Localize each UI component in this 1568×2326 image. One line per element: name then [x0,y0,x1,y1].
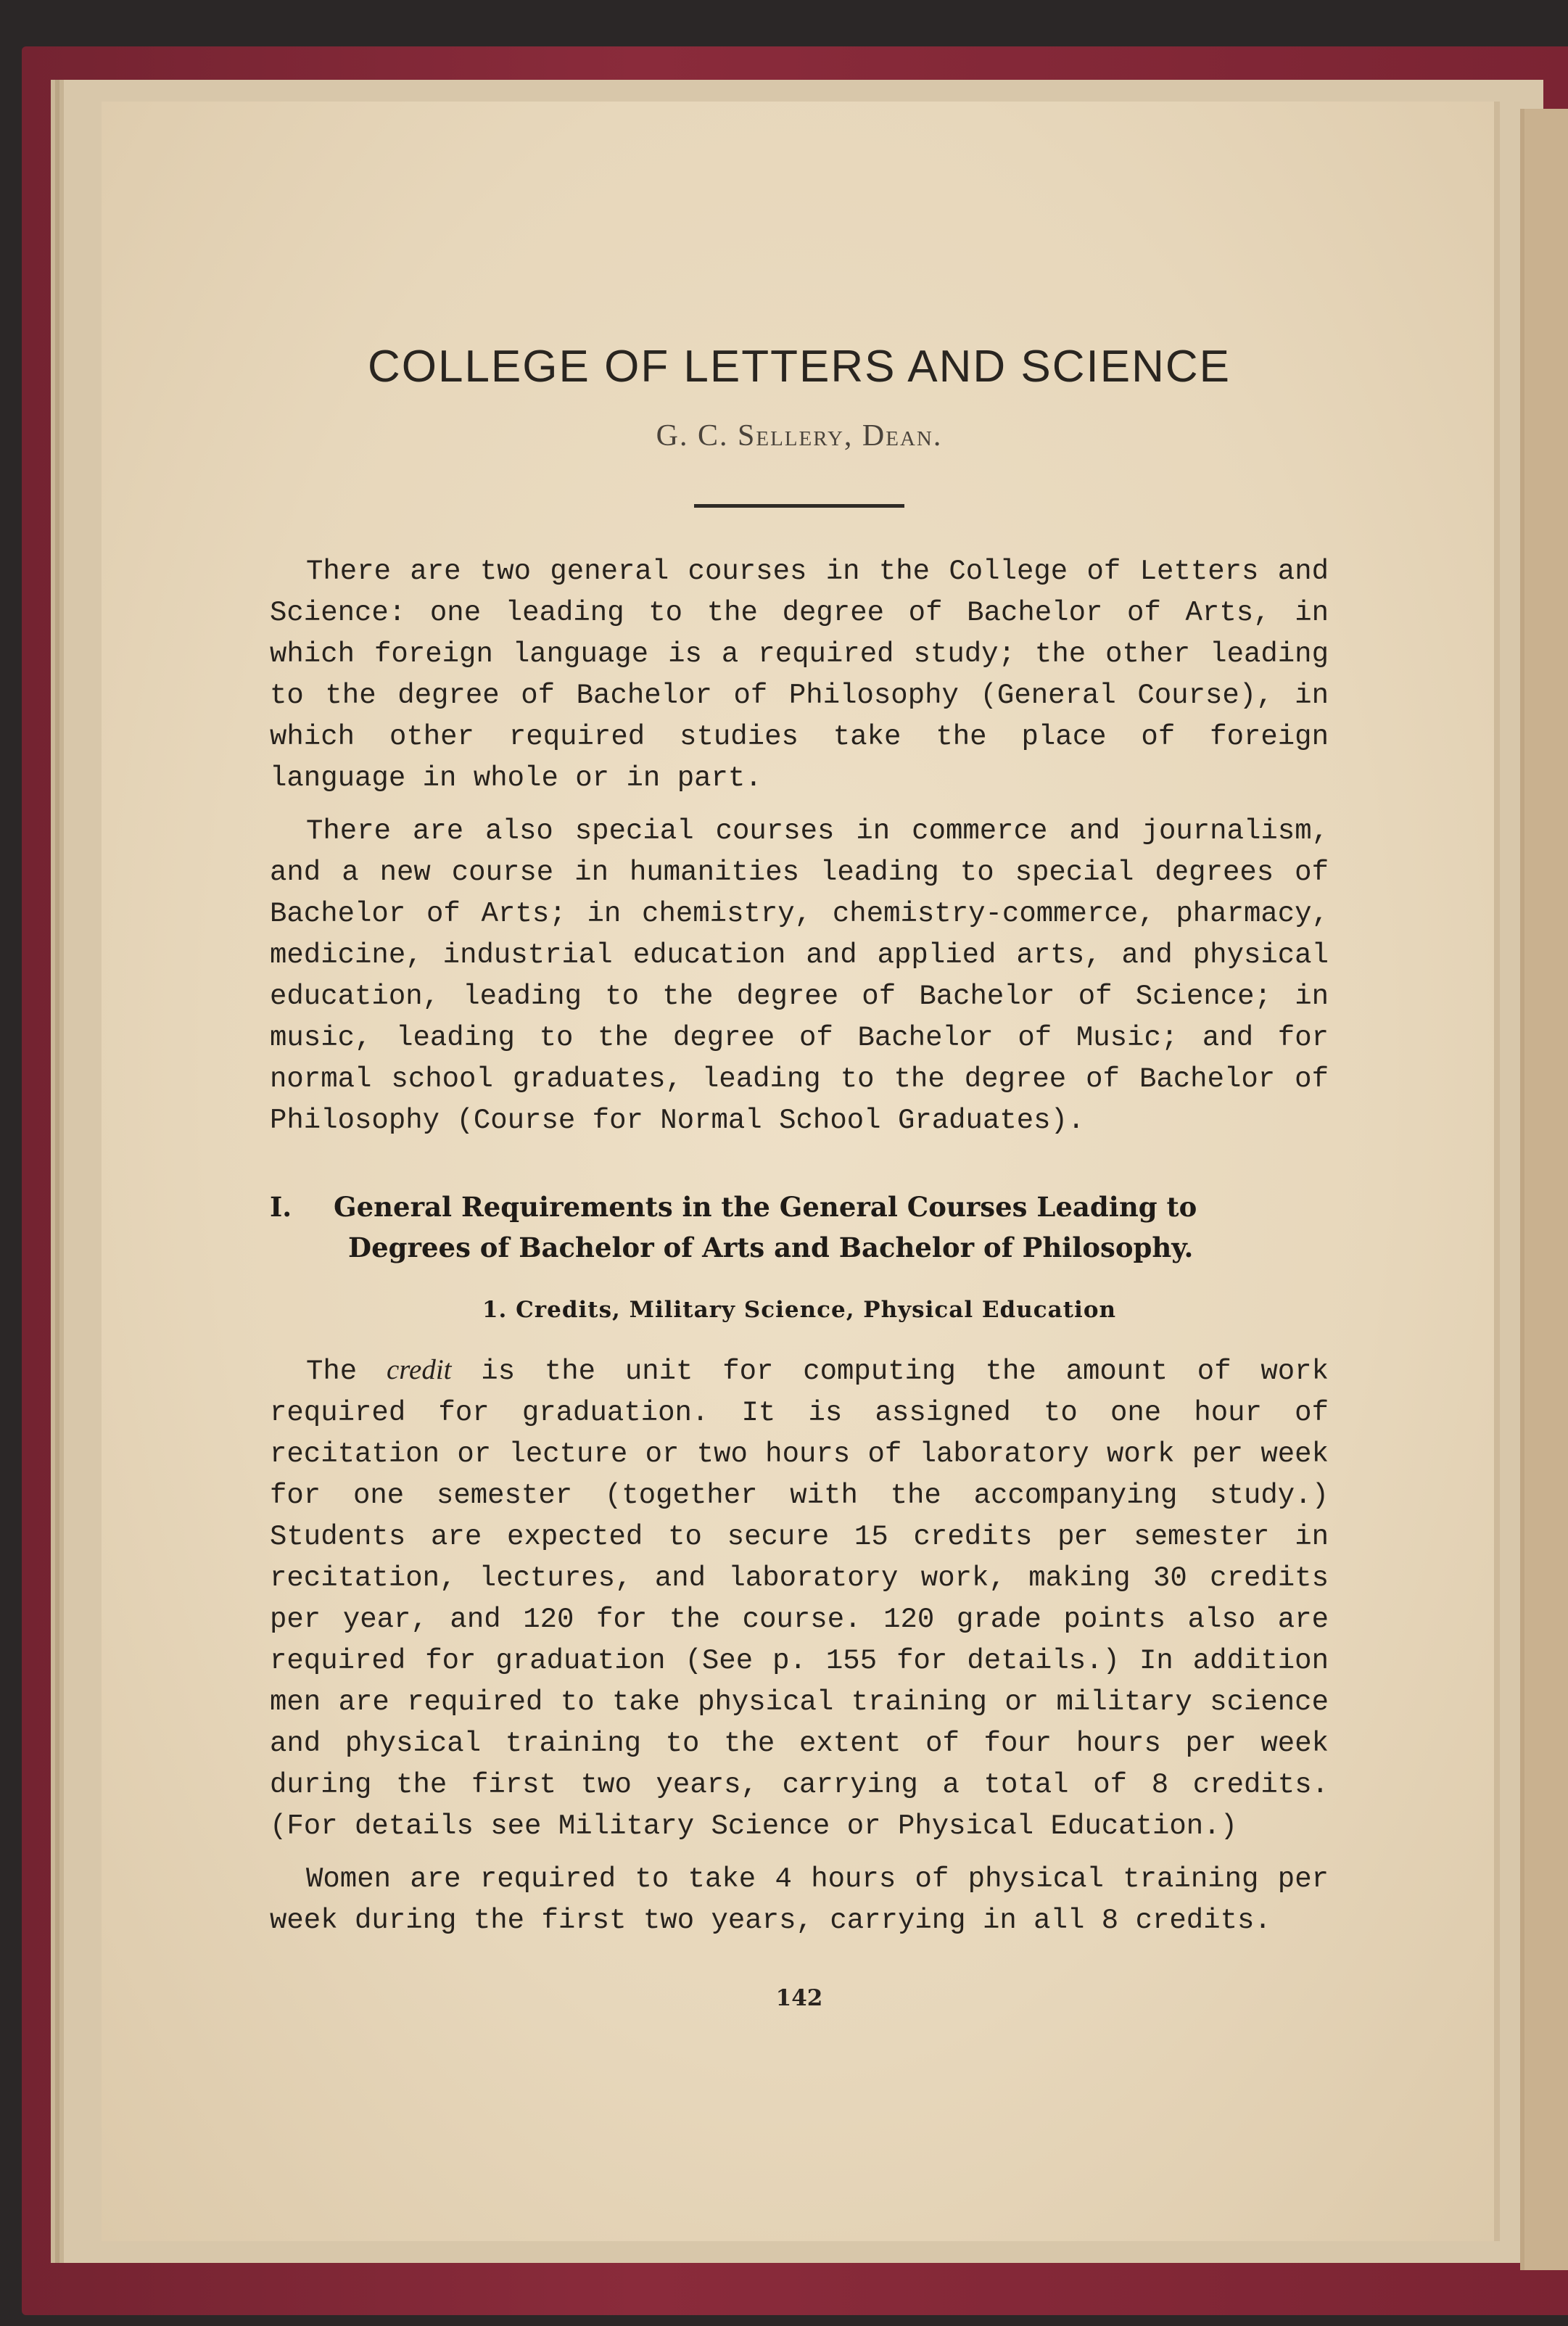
credit-italic-term: credit [386,1354,452,1385]
intro-paragraph-2: There are also special courses in commerce and journalism, and a new course in humanities leading to special degrees of Bachelor of Arts; in chemistry, chemistry-commerce, pharmacy, medicine, industrial education and applied arts, and physical education, leading to the degree of Bachelor of Science; in music, leading to the degree of Bachelor of Music; and for normal school graduates, leading to the degree of Bachelor of Philosophy (Course for Normal School Graduates). [270,815,1329,1137]
section-heading-line-1 [270,1187,1329,1227]
section-heading-line-2: Degrees of Bachelor of Arts and Bachelor of Philosophy. [348,1232,1194,1263]
page-title: COLLEGE OF LETTERS AND SCIENCE [367,342,1231,392]
page-content [270,341,1329,2011]
section-number: I. [270,1191,292,1223]
title-divider [694,504,904,508]
intro-paragraph-1: There are two general courses in the College of Letters and Science: one leading to the degree of Bachelor of Arts, in which foreign language is a required study; the other leading to the degree of Bachelor of Philosophy (General Course), in which other required studies take the place of foreign language in whole or in part. [270,556,1329,794]
credit-paragraph-lead: The [306,1356,387,1387]
subsection-heading: 1. Credits, Military Science, Physical Education [482,1297,1117,1323]
credit-paragraph-body: is the unit for computing the amount of work required for graduation. It is assigned to one hour of recitation or lecture or two hours of laboratory work per week for one semester (together with the accompanying study.) Students are expected to secure 15 credits per semester in recitation, lectures, and laboratory work, making 30 credits per year, and 120 for the course. 120 grade points also are required for graduation (See p. 155 for details.) In addition men are required to take physical training or military science and physical training to the extent of four hours per week during the first two years, carrying a total of 8 credits. (For details see Military Science or Physical Education.) [270,1356,1329,1842]
right-page-edge [1520,109,1568,2270]
credit-paragraph [270,1349,1329,1847]
page-number: 142 [775,1985,823,2011]
section-heading-text-1: General Requirements in the General Courses Leading to [334,1191,1197,1223]
women-paragraph: Women are required to take 4 hours of physical training per week during the first two years, carrying in all 8 credits. [270,1863,1329,1937]
section-heading [270,1187,1329,1268]
dean-name: G. C. Sellery, Dean. [656,419,943,453]
